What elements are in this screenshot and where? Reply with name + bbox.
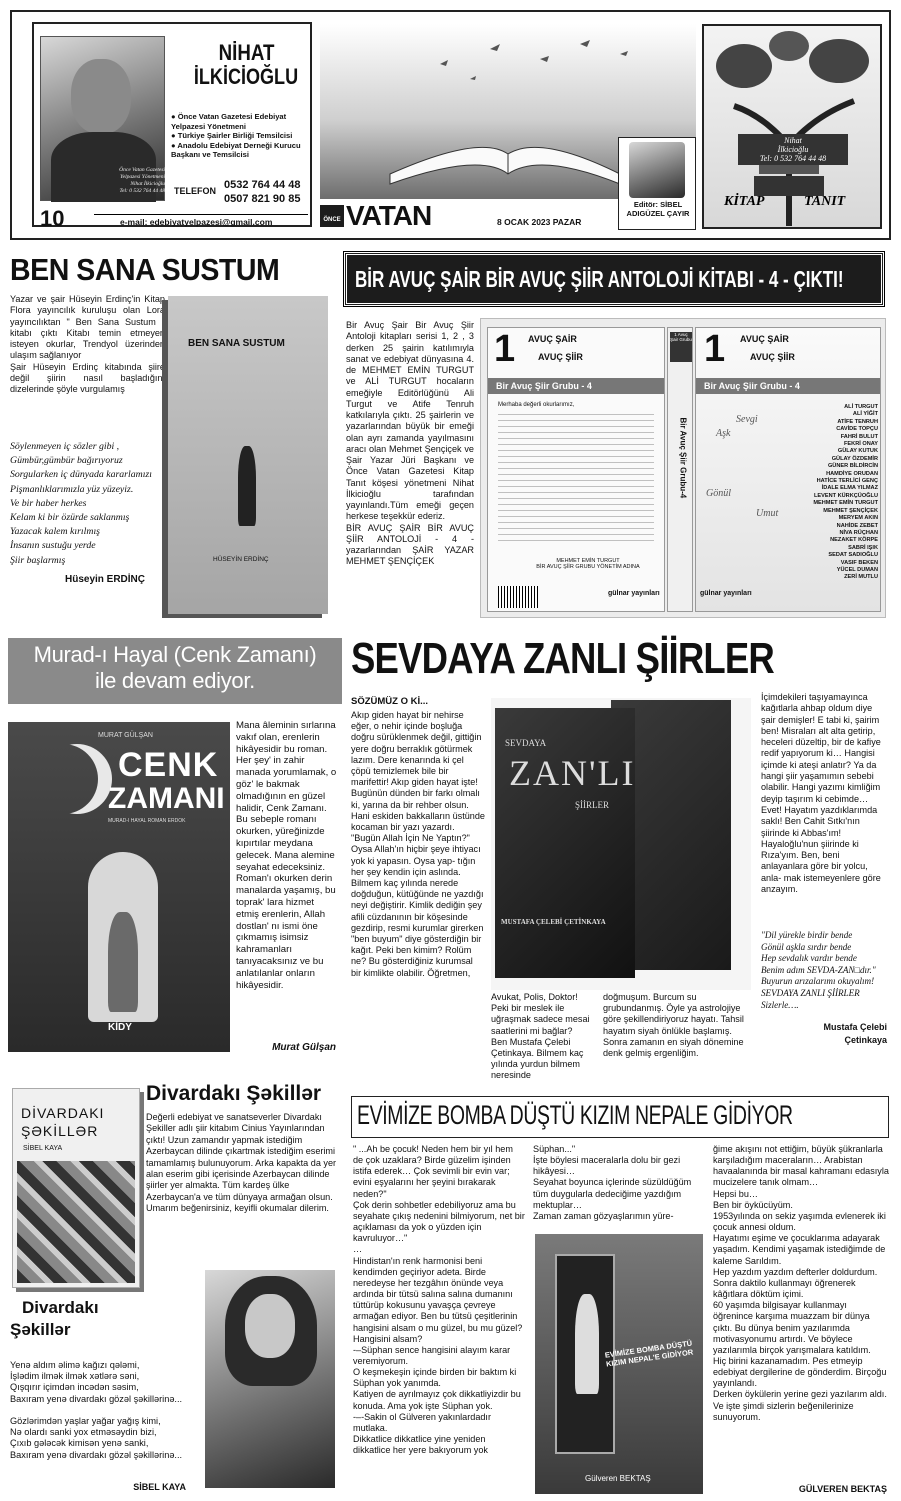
editor-box (618, 137, 696, 230)
article-col1: Akıp giden hayat bir nehirse eğer, o nehir içinde boşluğa doğru sürüklenmek değil, gittiğin yere doğru berraklık götürmek lazım. Dere kenarında ki çel çöpü temizlemek bile bir marifettir! Akıp giden hayat işte! Bugünün dünden bir farkı olmalı ki, yarına da bir rehber olsun. Hani eskiden bakkalların üstünde kocaman bir yazı yazardı. "Bugün Allah İçin Ne Yaptın?" Oysa Allah'ın hiçbir şeye ihtiyacı yok ki yapasın. Oysa yap- tığın her şey kendin için aslında. Bilmem kaç yılında nerede doğduğun, kütüğünde ne yazdığı neyi değiştirir. Kimlik dediğin şey afili cüzdanının bir köşesinde gezdirip, resmi kurumlar girerken "ben buyum" diye gösterdiğin bir kağıt. Peki ben kimim? Rolüm ne? Bu gösterdiğiniz kurumsal bir kimlikte olabilir. Öğretmen, (351, 710, 485, 978)
contributor-name: SEDAT SADIOĞLU (828, 552, 878, 559)
role-text: Türkiye Şairler Birliği Temsilcisi (177, 131, 293, 140)
photo-head (71, 59, 131, 134)
contributor-name: HATİCE TERLİCİ GENÇ (816, 478, 878, 485)
article-col4: İçimdekileri taşıyamayınca kağıtlarla ahbap oldum diye şair demişler! E tabi ki, şairim ben! Misraları alt alta getirip, heceleri düzeltip, bir de kafiye redif yapıyorum ki… Hangisi içimde ki ateşi anlatır? Ya da hangi şiir yaşamımın sebebi olabilir. Hangi yazımı kimliğim deyip taşırım ki cebimde… Evet! Hayatım yazdıklarımda saklı! Ben Cahit Sıtkı'nın şiirinde ki Abbas'ım! Hayaloğlu'nun şiirinde ki Rıza'yım. Ben, beni anlayanlara göre bir yolcu, anla- mak istemeyenlere göre anzayım. (761, 692, 881, 895)
article-poem: "Dil yürekle birdir bende Gönül aşkla sırdır bende Hep sevdalık vardır bende Benim adım SEVDA-ZAN□dır." Buyurun arızalarımı okuyalım! SEVDAYA ZANLI ŞİİRLER Sizlerle…. (761, 930, 876, 1010)
book-author: HÜSEYİN ERDİNÇ (213, 556, 269, 563)
article-col3: ğime akışını not ettiğim, büyük şükranlarla karşıladığım maceraların… Arabistan havaalanında bir masal kahramanı edasıyla mucizelere tanık olmam… Hepsi bu… Ben bir öykücüyüm. 1953yılında on sekiz yaşımda evlenerek iki çocuk annesi oldum. Hayatımı eşime ve çocuklarıma adayarak yaşadım. Kendimi yaşamak istediğimde de kaleme Sarıldım. Hep yazdım yazdım defterler doldurdum. Sonra daktilo kullanmayı öğrenerek kâğıtlara döktüm içimi. 60 yaşımda bilgisayar kullanmayı öğrenince karşıma muazzam bir dünya çıktı. Bu dünya benim yazılarımda motivasyonumu artırdı. Ve böylece yazılarımla birçok yarışmalara katıldım. Hiç birini kazanamadım. Pes etmeyip edebiyat dergilerine de gönderdim. Birçoğu yayınlandı. Derken öykülerin yerine gezi yazılarım aldı. Ve işte şimdi sizlerin beğenilerinize sunuyorum. (713, 1144, 889, 1422)
front-publisher: gülnar yayınları (700, 590, 752, 597)
front-number: 1 (704, 328, 726, 370)
editor-photo (629, 142, 685, 198)
back-number: 1 (494, 328, 516, 370)
article-title: BİR AVUÇ ŞAİR BİR AVUÇ ŞİİR ANTOLOJİ KİTABI - 4 - ÇIKTI! (355, 266, 844, 292)
contributor-names (792, 404, 878, 582)
author-photo (205, 1270, 335, 1488)
spine-text: Bir Avuç Şiir Grubu-4 (678, 417, 688, 499)
email-bar (94, 214, 308, 215)
article-title-bar (344, 252, 884, 306)
book-cover (535, 1234, 703, 1494)
article-signature: SİBEL KAYA (133, 1482, 186, 1492)
masthead (10, 10, 891, 240)
article-bir-avuc-sair (340, 248, 891, 626)
article-header (8, 638, 342, 704)
page-number: 10 (40, 206, 65, 231)
vatan-logo-text: VATAN (346, 200, 432, 231)
contributor-name: GÜLAY KUTUK (837, 448, 878, 455)
front-word-2: Sevgi (736, 414, 758, 425)
book-publisher: KİDY (108, 1022, 132, 1033)
phone-number-2: 0507 821 90 85 (224, 193, 301, 205)
article-kicker: SÖZÜMÜZ O Kİ... (351, 696, 429, 707)
moon-icon (28, 744, 98, 814)
article-header-line1: Murad-ı Hayal (Cenk Zamanı) (33, 642, 317, 667)
article-col1: " ...Ah be çocuk! Neden hem bir yıl hem de çok uzaklara? Birde güzelim işinden istifa ederek… Çok sevimli bir evin var; evini eşyalarını her şeyini bırakarak neden?" Çok derin sohbetler edebiliyoruz ama bu seyahate çıkış nedenini bilmiyorum, net bir açıklaması da yok o yüzden için kavruluyor…" … Hindistan'ın renk harmonisi beni kendimden geçiriyor adeta. Birde neredeyse her tezgâhın önünde veya ardında bir tütsü salına salına dumanını tüttürüp kokusunu yavaşça çevreye armağan ediyor. Ben bu tütsü çeşitlerinin hangisini alsam o mu güzel, bu mu güzel? Hangisini alsam? -–Süphan sence hangisini alayım karar veremiyorum. O keşmekeşin içinde birden bir baktım ki Süphan yok yanımda. Katiyen de ayrılmayız çok dikkatliyizdir bu konuda. Ama yok işte Süphan yok. -–-Sakin ol Gülveren yakınlardadır mutlaka. Dikkatlice dikkatlice yine yeniden dikkatlice her yere bakıyorum yok (353, 1144, 525, 1456)
book-cover (168, 296, 328, 614)
article-poem: Yenə aldım əlimə kağızı qələmi, İşlədim ilmək ilmək xətlərə səni, Qışqırır içimdən incədən səsim, Baxıram yenə divardakı gözəl şəkillərinə... Gözlərimdən yaşlar yağar yağış kimi, Nə olardı sanki yox etməsəydin bizi, Çıxıb gələcək kimisən yenə sanki, Baxıram yenə divardakı gözəl şəkillərinə... (10, 1360, 183, 1460)
book-spine (667, 327, 693, 612)
back-publisher: gülnar yayınları (608, 590, 660, 597)
book-cover (8, 722, 230, 1052)
article-body: Bir Avuç Şair Bir Avuç Şiir Antoloji kitapları serisi 1, 2 , 3 derken 25 şairin katılımıyla sanat ve edebiyat dünyasına 4. de MEHMET EMİN TURGUT ve ALİ TURGUT hocaların emeğiyle Editörlüğünü Ali Turgut ve Atife Tenruh katkılarıyla çıktı. 25 şairlerin ve yazarlarından büyük bir emeği olan ayrı zamanda yayılmasını aracı olan Mehmet Şençiçek ve Şair Yazar Jüri Başkanı ve Önce Vatan Gazetesi Kitap Tanıt köşesi yönetmeni Nihat İlkicioğlu tarafından yayınlandı.Tüm emeği geçen herkese teşekkür ederiz. BİR AVUÇ ŞAİR BİR AVUÇ ŞİİR ANTOLOJİ - 4 - yazarlarından ŞAİR YAZAR MEHMET ŞENÇİÇEK (346, 320, 474, 567)
back-greeting: Merhaba değerli okurlarımız, (498, 402, 575, 408)
contributor-name: GÜLAY ÖZDEMİR (831, 455, 878, 462)
contributor-name: ZERİ MUTLU (844, 574, 878, 581)
contributor-name: ATİFE TENRUH (837, 418, 878, 425)
book-image (491, 698, 751, 990)
contributor-name: FAHRİ BULUT (840, 433, 878, 440)
book-image (480, 318, 886, 618)
tree-sign: Nihat İlkicioğlu Tel: 0 532 764 44 48 (738, 134, 848, 165)
author-photo (40, 36, 165, 201)
book-collage (17, 1161, 135, 1283)
phone-number-1: 0532 764 44 48 (224, 179, 301, 191)
book-figure (238, 446, 256, 526)
front-word-4: Umut (756, 508, 779, 519)
book-cover (12, 1088, 140, 1288)
article-signature-1: Mustafa Çelebi (823, 1022, 887, 1032)
contributor-name: VASIF BEKEN (840, 559, 878, 566)
role-text: Anadolu Edebiyat Derneği Kurucu Başkanı ve Temsilcisi (171, 140, 301, 159)
cover-figure (575, 1294, 599, 1394)
author-name-first: NİHAT (218, 40, 275, 65)
article-header-line2: ile devam ediyor. (95, 668, 255, 693)
back-cover (487, 327, 665, 612)
back-line2: AVUÇ ŞİİR (538, 352, 583, 362)
book-author: MUSTAFA ÇELEBİ ÇETİNKAYA (501, 918, 606, 926)
role-text: Önce Vatan Gazetesi Edebiyat Yelpazesi Yönetmeni (171, 112, 287, 131)
book-title: EVİMİZE BOMBA DÜŞTÜ KIZIM NEPAL'E GİDİYOR (604, 1338, 694, 1369)
spine-small: 1 Avuç Şair Grubu (670, 332, 692, 362)
front-cover (695, 327, 881, 612)
book-sevdaya: SEVDAYA (505, 738, 547, 748)
article-signature-2: Çetinkaya (844, 1035, 887, 1045)
book-title-2: ZAMANI (108, 782, 225, 815)
photo-face (245, 1294, 295, 1358)
contributor-name: MEHMET ŞENÇİÇEK (823, 507, 878, 514)
article-divardaki (0, 1074, 345, 1501)
contributor-name: CAVİDE TOPÇU (836, 426, 878, 433)
contributor-name: HAMDİYE ORUDAN (826, 470, 878, 477)
book-zanli: ZAN'LI (509, 753, 636, 793)
contributor-name: NAHİDE ZEBET (836, 522, 878, 529)
author-roles (171, 112, 311, 160)
contributor-name: MERYEM AKIN (838, 515, 878, 522)
article-title: SEVDAYA ZANLI ŞİİRLER (351, 634, 774, 683)
kitap-tanit-box (702, 24, 882, 229)
back-grubu: Bir Avuç Şiir Grubu - 4 (488, 378, 664, 394)
article-title: BEN SANA SUSTUM (10, 252, 280, 287)
contributor-name: LEVENT KÜRKÇÜOĞLU (813, 492, 878, 499)
book-subtitle: MURAD-I HAYAL ROMAN ERDOK (108, 818, 186, 824)
front-word-3: Gönül (706, 488, 731, 499)
article-body: Mana âleminin sırlarına vakıf olan, erenlerin hikâyesidir bu roman. Her şey' in zahir manada yorumlamak, o göz' le bakmak olmadığının en güzel halidir, Cenk Zamanı. Bu sebeple romanı okurken, yüreğinizde kıpırtılar meydana gelecek. Mana alemine seyahat edeceksiniz. Roman'ı okurken derin manalarda yaşamış, bu toprak' lara hizmet etmiş erenlerin, Allah dostlan' nı ismi öne çıkmamış isimsiz kahramanları tanıyacaksınız ve bu anlatılanlar onların hikâyesidir. (236, 720, 337, 991)
back-line1: AVUÇ ŞAİR (528, 334, 577, 344)
article-sevdaya-zanli (345, 634, 891, 1081)
contributor-name: SABRİ IŞIK (848, 544, 878, 551)
article-murad-i-hayal (0, 634, 345, 1066)
role-item: ● Türkiye Şairler Birliği Temsilcisi (171, 131, 293, 140)
article-signature: GÜLVEREN BEKTAŞ (798, 1484, 887, 1494)
book-title-2: ŞƏKİLLƏR (21, 1123, 99, 1139)
contributor-name: YÜCEL DUMAN (836, 566, 878, 573)
book-title-1: DİVARDAKI (21, 1105, 105, 1121)
author-name-last: İLKİCİOĞLU (193, 64, 299, 89)
contributor-name: NEZAKET KÖRPE (830, 537, 878, 544)
issue-date: 8 OCAK 2023 PAZAR (497, 217, 582, 227)
article-poem: Söylenmeyen iç sözler gibi , Gümbür,gümbür bağırıyoruz Sorgularken iç dünyada kararlamızı Pişmanlıklarımızla yüz yüzeyiz. Ve bir haber herkes Kelam ki bir özürde saklanmış Yazacak kalem kırılmış İnsanın sustuğu yerde Şiir başlarmış (10, 441, 152, 566)
contributor-name: NİVA RÜÇHAN (839, 529, 878, 536)
book-title: BEN SANA SUSTUM (188, 338, 285, 349)
role-item: ● Anadolu Edebiyat Derneği Kurucu Başkanı ve Temsilcisi (171, 140, 301, 159)
front-grubu: Bir Avuç Şiir Grubu - 4 (696, 378, 880, 394)
contributor-name: FEKRİ ONAY (844, 441, 878, 448)
contributor-name: İDALE ELMA YILMAZ (821, 485, 878, 492)
contributor-name: MEHMET EMİN TURGUT (813, 500, 878, 507)
front-line1: AVUÇ ŞAİR (740, 334, 789, 344)
article-title: EVİMİZE BOMBA DÜŞTÜ KIZIM NEPALE GİDİYOR (357, 1100, 793, 1130)
author-box (32, 22, 312, 231)
book-author: SİBEL KAYA (23, 1145, 63, 1152)
tanit-label: TANIT (804, 194, 846, 209)
phone-label: TELEFON (174, 186, 216, 196)
contributor-name: GÜNER BİLDİRCİN (827, 463, 878, 470)
vatan-logo-small: ÖNCE (320, 205, 344, 227)
book-author: Gülveren BEKTAŞ (585, 1474, 651, 1483)
article-col2: Süphan..." İşte böylesi maceralarla dolu bir gezi hikâyesi… Seyahat boyunca içlerinde süzüldüğüm tüm duygularla dedeciğime yazdığım mektuplar… Zaman zaman gözyaşlarımın yüre- (533, 1144, 692, 1221)
front-word-1: Aşk (716, 428, 731, 439)
vatan-logo (320, 202, 458, 230)
article-title: Divardakı Şəkillər (146, 1082, 322, 1105)
article-col3: doğmuşum. Burcum su grubundanmış. Öyle ya astrolojiye göre şekillendiriyoruz hayatı. Tahsil hayatım siyah önlükle başlamış. Sonra zamanın en siyah dönemine denk gelmiş ergenliğim. (603, 992, 744, 1059)
article-col2: Avukat, Polis, Doktor! Peki bir meslek ile uğraşmak sadece mesai saatlerini mi bağlar? Ben Mustafa Çelebi Çetinkaya. Bilmem kaç yılında yurdun bilmem neresinde (491, 992, 590, 1081)
contributor-name: ALİ TURGUT (844, 404, 878, 410)
article-signature: Murat Gülşan (272, 1042, 336, 1053)
article-body: Değerli edebiyat ve sanatseverler Divardakı Şekiller adlı şiir kitabım Cinius Yayınlarından çıktı! Uzun zamandır yapmak istediğim Azerbaycan dilinde çıkartmak istediğim eserimi tamamlamış bulunuyorum. Arka kapakta da yer alan eserim gibi içerisinde Azerbaycan dilinde şiirler yer almakta. Tüm kardeş ülke Azerbaycan'a ve tüm dünyaya armağan olsun. Umarım beğenirsiniz, keyifli okumalar dilerim. (146, 1112, 337, 1214)
article-signature: Hüseyin ERDİNÇ (64, 574, 145, 585)
role-item: ● Önce Vatan Gazetesi Edebiyat Yelpazesi Yönetmeni (171, 112, 287, 131)
barcode (498, 586, 538, 608)
book-title-1: CENK (118, 746, 219, 784)
book-siirler: ŞİİRLER (575, 800, 610, 810)
book-author: MURAT GÜLŞAN (98, 732, 153, 739)
poem-title-2: Şəkillər (10, 1320, 71, 1339)
kitap-label: KİTAP (724, 194, 765, 209)
article-evimize-bomba (345, 1074, 891, 1501)
photo-caption: Önce Vatan Gazetesi Yelpazesi Yönetmeni Nihat İlkicioğlu Tel: 0 532 764 44 48 (119, 167, 165, 194)
contributor-name: ALİ YİĞİT (852, 411, 878, 418)
article-intro: Yazar ve şair Hüseyin Erdinç'in Kitap Flora yayıncılık kuruluşu olan Lora yayıncılıktan " Ben Sana Sustum " kitabı çıktı Kitabı temin etmeyen isteyen okurlar, Trendyol üzerinden ulaşım sağlanıyor Şair Hüseyin Erdinç kitabında şiire değil şiirin nasıl başladığını dizelerinde şöyle vurgulamış (10, 294, 165, 395)
figure (108, 912, 138, 1012)
article-ben-sana-sustum (0, 248, 340, 628)
back-signature: MEHMET EMİN TURGUT BİR AVUÇ ŞİİR GRUBU YÖNETİM ADINA (536, 558, 640, 570)
poem-title-1: Divardakı (22, 1298, 99, 1317)
back-text (498, 414, 654, 544)
editor-label: Editör: SİBEL ADIGÜZEL ÇAYIR (626, 200, 690, 218)
book-front (495, 708, 635, 978)
front-line2: AVUÇ ŞİİR (750, 352, 795, 362)
email[interactable]: e-mail: edebiyatyelpazesi@gmail.com (120, 217, 273, 227)
